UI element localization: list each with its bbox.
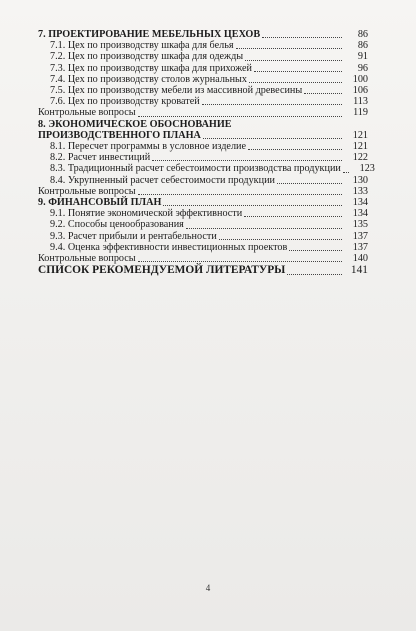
dot-leader	[245, 60, 342, 61]
toc-entry-title: 8. ЭКОНОМИЧЕСКОЕ ОБОСНОВАНИЕ	[38, 118, 232, 130]
toc-entry-title: Контрольные вопросы	[38, 185, 136, 197]
toc-entry-page: 137	[352, 241, 368, 253]
toc-entry	[38, 29, 368, 40]
toc-entry-title: Контрольные вопросы	[38, 253, 136, 265]
toc-entry-title: 7.1. Цех по производству шкафа для белья	[50, 40, 234, 52]
toc-entry	[38, 197, 368, 208]
toc-entry-page: 86	[357, 29, 368, 40]
dot-leader	[186, 228, 342, 229]
toc-entry-title: СПИСОК РЕКОМЕНДУЕМОЙ ЛИТЕРАТУРЫ	[38, 264, 286, 277]
toc-entry-page: 121	[352, 141, 368, 153]
toc-entry-title: 7.5. Цех по производству мебели из массивной древесины	[50, 85, 303, 97]
toc-entry	[38, 242, 368, 253]
toc-entry-title: 7.2. Цех по производству шкафа для одежды	[50, 51, 244, 63]
toc-entry-title: 8.4. Укрупненный расчет себестоимости продукции	[50, 174, 275, 186]
dot-leader	[138, 194, 342, 195]
toc-entry-title: 9.4. Оценка эффективности инвестиционных проектов	[50, 241, 288, 253]
toc-entry-page: 134	[352, 208, 368, 220]
toc-entry-page: 91	[357, 51, 368, 63]
toc-entry	[38, 141, 368, 152]
toc-entry	[38, 96, 368, 107]
toc-entry-page: 106	[352, 85, 368, 97]
dot-leader	[249, 82, 342, 83]
toc-entry-page: 119	[353, 107, 368, 119]
toc-entry	[38, 208, 368, 219]
toc-entry-page: 135	[352, 219, 368, 231]
dot-leader	[289, 250, 342, 251]
toc-entry	[38, 264, 368, 277]
toc-entry-page: 121	[352, 129, 368, 141]
page-number: 4	[205, 583, 211, 593]
toc-entry-page: 86	[357, 40, 368, 52]
toc-entry-title: 9.1. Понятие экономической эффективности	[50, 208, 243, 220]
toc-entry	[38, 175, 368, 186]
toc-entry	[38, 231, 368, 242]
toc-entry-title: 9.2. Способы ценообразования	[50, 219, 184, 231]
toc-entry-title: Контрольные вопросы	[38, 107, 136, 119]
toc-entry-title: 8.2. Расчет инвестиций	[50, 152, 151, 164]
toc-entry	[38, 40, 368, 51]
dot-leader	[203, 138, 342, 139]
toc-entry-title: 7. ПРОЕКТИРОВАНИЕ МЕБЕЛЬНЫХ ЦЕХОВ	[38, 29, 261, 40]
toc-entry-page: 123	[359, 163, 375, 175]
toc-entry-page: 122	[352, 152, 368, 164]
toc-entry-page: 134	[352, 197, 368, 209]
toc-entry-title: 7.6. Цех по производству кроватей	[50, 96, 200, 108]
dot-leader	[248, 149, 342, 150]
toc-entry	[38, 85, 368, 96]
dot-leader	[287, 274, 342, 275]
dot-leader	[262, 37, 342, 38]
toc-entry	[38, 219, 368, 230]
toc-entry	[38, 130, 368, 141]
toc-entry-title: 9.3. Расчет прибыли и рентабельности	[50, 230, 217, 242]
dot-leader	[138, 261, 342, 262]
toc-entry	[38, 163, 375, 175]
dot-leader	[219, 239, 342, 240]
table-of-contents	[38, 29, 375, 277]
dot-leader	[254, 71, 342, 72]
toc-entry-page: 96	[357, 62, 368, 74]
toc-entry-page: 137	[352, 230, 368, 242]
toc-entry-page: 140	[352, 253, 368, 265]
dot-leader	[277, 183, 342, 184]
toc-entry-title: 7.3. Цех по производству шкафа для прихожей	[50, 62, 252, 74]
toc-entry-page: 141	[350, 264, 368, 277]
toc-entry	[38, 63, 368, 74]
dot-leader	[138, 116, 342, 117]
dot-leader	[304, 93, 342, 94]
toc-entry-title: 8.1. Пересчет программы в условное изделие	[50, 141, 247, 153]
toc-entry-title: 9. ФИНАНСОВЫЙ ПЛАН	[38, 197, 162, 209]
toc-entry-page: 100	[352, 73, 368, 85]
toc-entry	[38, 107, 368, 118]
toc-entry-page: 130	[352, 174, 368, 186]
dot-leader	[163, 205, 342, 206]
toc-entry-title: ПРОИЗВОДСТВЕННОГО ПЛАНА	[38, 129, 201, 141]
toc-entry-page: 133	[352, 185, 368, 197]
dot-leader	[202, 104, 342, 105]
toc-entry-page: 113	[353, 96, 368, 108]
toc-entry	[38, 51, 368, 62]
toc-entry-title: 8.3. Традиционный расчет себестоимости производства продукции	[50, 163, 341, 175]
toc-entry	[38, 119, 368, 130]
toc-entry	[38, 74, 368, 85]
dot-leader	[343, 172, 349, 173]
dot-leader	[152, 160, 342, 161]
toc-entry	[38, 152, 368, 163]
dot-leader	[236, 48, 342, 49]
toc-entry	[38, 253, 368, 264]
dot-leader	[244, 216, 342, 217]
toc-entry-title: 7.4. Цех по производству столов журнальных	[50, 73, 247, 85]
toc-entry	[38, 186, 368, 197]
